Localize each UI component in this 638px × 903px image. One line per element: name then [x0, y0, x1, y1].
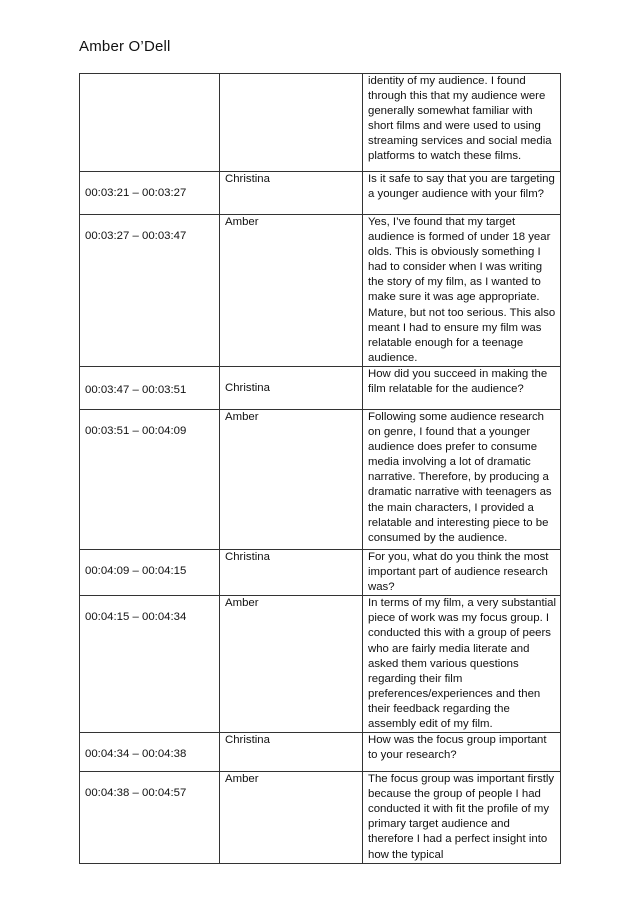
dialogue-cell	[363, 74, 561, 172]
timestamp: 00:03:27 – 00:03:47	[85, 230, 187, 242]
speaker-cell	[220, 409, 363, 549]
dialogue-text: How did you succeed in making the film relatable for the audience?	[368, 367, 548, 396]
table-row	[80, 366, 561, 409]
time-cell	[80, 172, 220, 215]
speaker-cell	[220, 596, 363, 733]
dialogue-cell	[363, 409, 561, 549]
timestamp: 00:04:09 – 00:04:15	[85, 564, 187, 577]
speaker-name: Christina	[225, 173, 270, 185]
speaker-cell	[220, 549, 363, 595]
time-cell	[80, 409, 220, 549]
table-row	[80, 172, 561, 215]
dialogue-text: How was the focus group important to your research?	[368, 734, 547, 762]
dialogue-text: Following some audience research on genre, I found that a younger audience does prefer to consume media involving a lot of dramatic narrative. Therefore, by producing a dramatic narrative with teenagers as the main characters, I provided a relatable and interesting piece to be consumed by the audience.	[368, 410, 552, 544]
table-row	[80, 549, 561, 595]
time-cell	[80, 772, 220, 864]
table-row	[80, 733, 561, 772]
timestamp: 00:03:51 – 00:04:09	[85, 424, 187, 437]
time-cell	[80, 596, 220, 733]
timestamp: 00:04:38 – 00:04:57	[85, 787, 187, 800]
speaker-cell	[220, 74, 363, 172]
table-row	[80, 772, 561, 864]
speaker-cell	[220, 172, 363, 215]
timestamp: 00:03:21 – 00:03:27	[85, 187, 187, 199]
dialogue-text: The focus group was important firstly because the group of people I had conducted it with fit the profile of my primary target audience and therefore I had a perfect insight into how the typical	[368, 773, 555, 861]
dialogue-cell	[363, 215, 561, 367]
dialogue-cell	[363, 172, 561, 215]
speaker-cell	[220, 733, 363, 772]
dialogue-cell	[363, 772, 561, 864]
dialogue-text: identity of my audience. I found through this that my audience were generally somewhat familiar with short films and were used to using streaming services and social media platforms to watch these films.	[368, 75, 552, 163]
timestamp: 00:03:47 – 00:03:51	[85, 383, 187, 396]
dialogue-cell	[363, 596, 561, 733]
dialogue-text: Yes, I’ve found that my target audience is formed of under 18 year olds. This is obviously something I had to consider when I was writing the story of my film, as I wanted to make sure it was age appropriate. Mature, but not too serious. This also meant I had to ensure my film was relatable enough for a teenage audience.	[368, 216, 556, 364]
speaker-name: Amber	[225, 410, 259, 423]
transcript-table	[79, 73, 561, 864]
speaker-name: Amber	[225, 597, 259, 610]
time-cell	[80, 215, 220, 367]
dialogue-cell	[363, 549, 561, 595]
time-cell	[80, 366, 220, 409]
speaker-cell	[220, 772, 363, 864]
dialogue-cell	[363, 366, 561, 409]
time-cell	[80, 74, 220, 172]
dialogue-text: Is it safe to say that you are targeting a younger audience with your film?	[368, 173, 555, 201]
speaker-cell	[220, 215, 363, 367]
speaker-cell	[220, 366, 363, 409]
table-row	[80, 215, 561, 367]
table-row	[80, 74, 561, 172]
time-cell	[80, 549, 220, 595]
speaker-name: Christina	[225, 734, 270, 747]
dialogue-cell	[363, 733, 561, 772]
time-cell	[80, 733, 220, 772]
timestamp: 00:04:15 – 00:04:34	[85, 611, 187, 624]
table-row	[80, 409, 561, 549]
speaker-name: Christina	[225, 550, 270, 563]
dialogue-text: For you, what do you think the most important part of audience research was?	[368, 550, 549, 594]
dialogue-text: In terms of my film, a very substantial piece of work was my focus group. I conducted this with a group of peers who are fairly media literate and asked them various questions regarding their film preferences/experiences and then their feedback regarding the assembly edit of my film.	[368, 597, 557, 730]
speaker-name: Christina	[225, 381, 270, 394]
speaker-name: Amber	[225, 216, 259, 228]
speaker-name: Amber	[225, 773, 259, 786]
timestamp: 00:04:34 – 00:04:38	[85, 748, 187, 761]
document-header-name: Amber O’Dell	[79, 38, 171, 55]
table-row	[80, 596, 561, 733]
